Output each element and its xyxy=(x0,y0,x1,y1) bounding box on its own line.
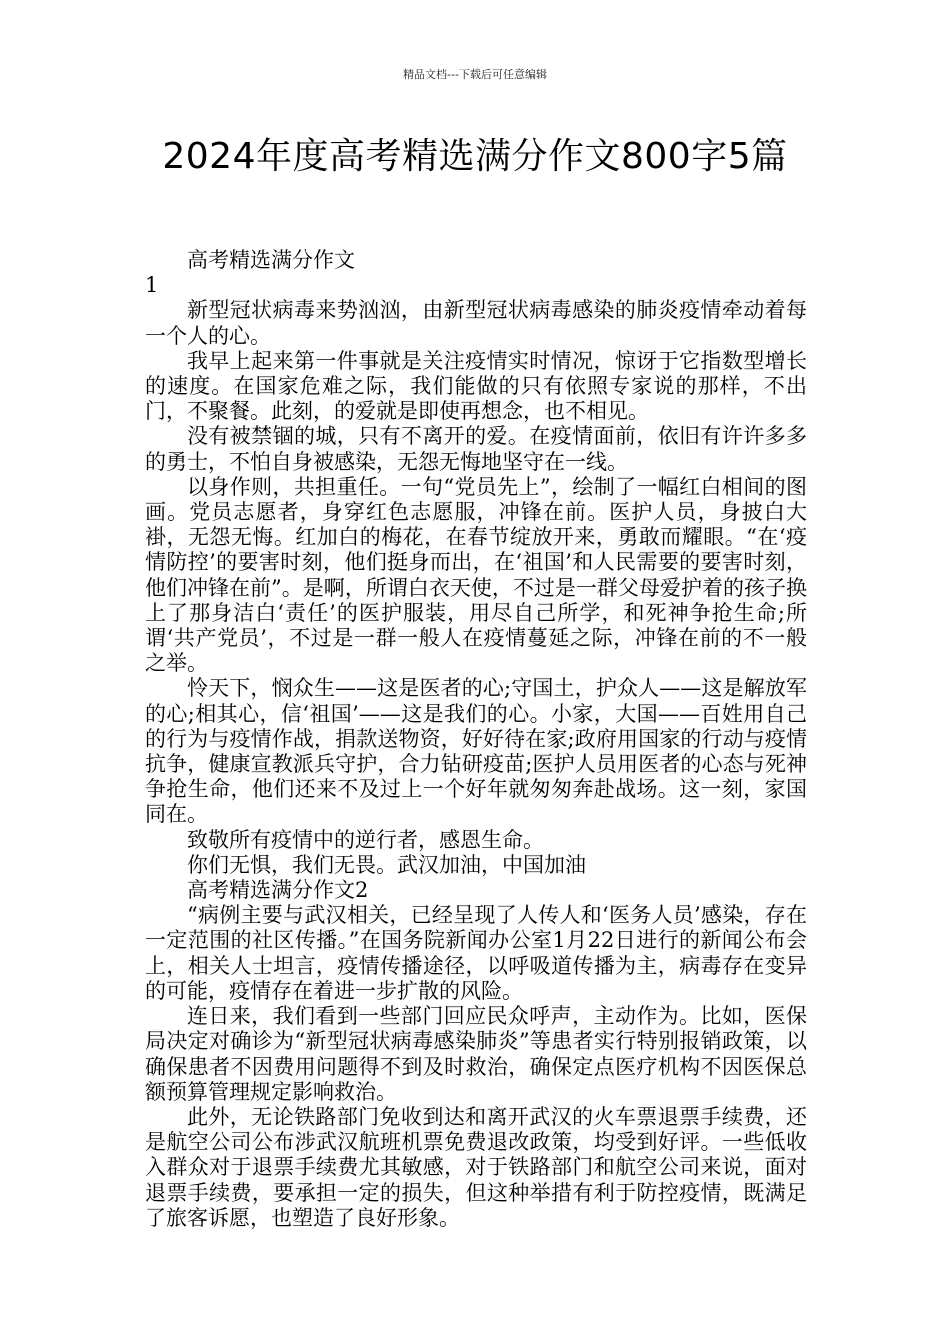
header-note: 精品文档---下载后可任意编辑 xyxy=(403,68,547,81)
paragraph: 连日来，我们看到一些部门回应民众呼声，主动作为。比如，医保局决定对确诊为“新型冠状病毒感染肺炎”等患者实行特别报销政策，以确保患者不因费用问题得不到及时救治，确保定点医疗机构不因医保总额预算管理规定影响救治。 xyxy=(145,1004,807,1104)
paragraph: 你们无惧，我们无畏。武汉加油，中国加油 xyxy=(187,852,586,877)
paragraph: 高考精选满分作文2 xyxy=(187,878,369,903)
paragraph: 高考精选满分作文 xyxy=(187,248,355,272)
paragraph: 此外，无论铁路部门免收到达和离开武汉的火车票退票手续费，还是航空公司公布涉武汉航班机票免费退改政策，均受到好评。一些低收入群众对于退票手续费尤其敏感，对于铁路部门和航空公司来说，面对退票手续费，要承担一定的损失，但这种举措有利于防控疫情，既满足了旅客诉愿，也塑造了良好形象。 xyxy=(145,1104,807,1230)
paragraph: 怜天下，悯众生——这是医者的心;守国土，护众人——这是解放军的心;相其心，信‘祖国’——这是我们的心。小家，大国——百姓用自己的行为与疫情作战，捐款送物资，好好待在家;政府用国家的行动与疫情抗争，健康宣教派兵守护，合力钻研疫苗;医护人员用医者的心态与死神争抢生命，他们还来不及过上一个好年就匆匆奔赴战场。这一刻，家国同在。 xyxy=(145,676,807,827)
paragraph: “病例主要与武汉相关，已经呈现了人传人和‘医务人员’感染，存在一定范围的社区传播。”在国务院新闻办公室1月22日进行的新闻公布会上，相关人士坦言，疫情传播途径，以呼吸道传播为主，病毒存在变异的可能，疫情存在着进一步扩散的风险。 xyxy=(145,903,807,1003)
paragraph: 致敬所有疫情中的逆行者，感恩生命。 xyxy=(187,827,544,852)
document-title: 2024年度高考精选满分作文800字5篇 xyxy=(162,136,788,177)
document-body xyxy=(145,248,807,1231)
paragraph: 我早上起来第一件事就是关注疫情实时情况，惊讶于它指数型增长的速度。在国家危难之际，我们能做的只有依照专家说的那样，不出门，不聚餐。此刻，的爱就是即使再想念，也不相见。 xyxy=(145,348,807,424)
paragraph: 1 xyxy=(145,273,159,298)
paragraph: 新型冠状病毒来势汹汹，由新型冠状病毒感染的肺炎疫情牵动着每一个人的心。 xyxy=(145,298,807,348)
paragraph: 以身作则，共担重任。一句“党员先上”，绘制了一幅红白相间的图画。党员志愿者，身穿红色志愿服，冲锋在前。医护人员，身披白大褂，无怨无悔。红加白的梅花，在春节绽放开来，勇敢而耀眼。“在‘疫情防控’的要害时刻，他们挺身而出，在‘祖国’和人民需要的要害时刻，他们冲锋在前”。是啊，所谓白衣天使，不过是一群父母爱护着的孩子换上了那身洁白‘责任’的医护服装，用尽自己所学，和死神争抢生命;所谓‘共产党员’，不过是一群一般人在疫情蔓延之际，冲锋在前的不一般之举。 xyxy=(145,474,807,676)
paragraph: 没有被禁锢的城，只有不离开的爱。在疫情面前，依旧有许许多多的勇士，不怕自身被感染，无怨无悔地坚守在一线。 xyxy=(145,424,807,474)
